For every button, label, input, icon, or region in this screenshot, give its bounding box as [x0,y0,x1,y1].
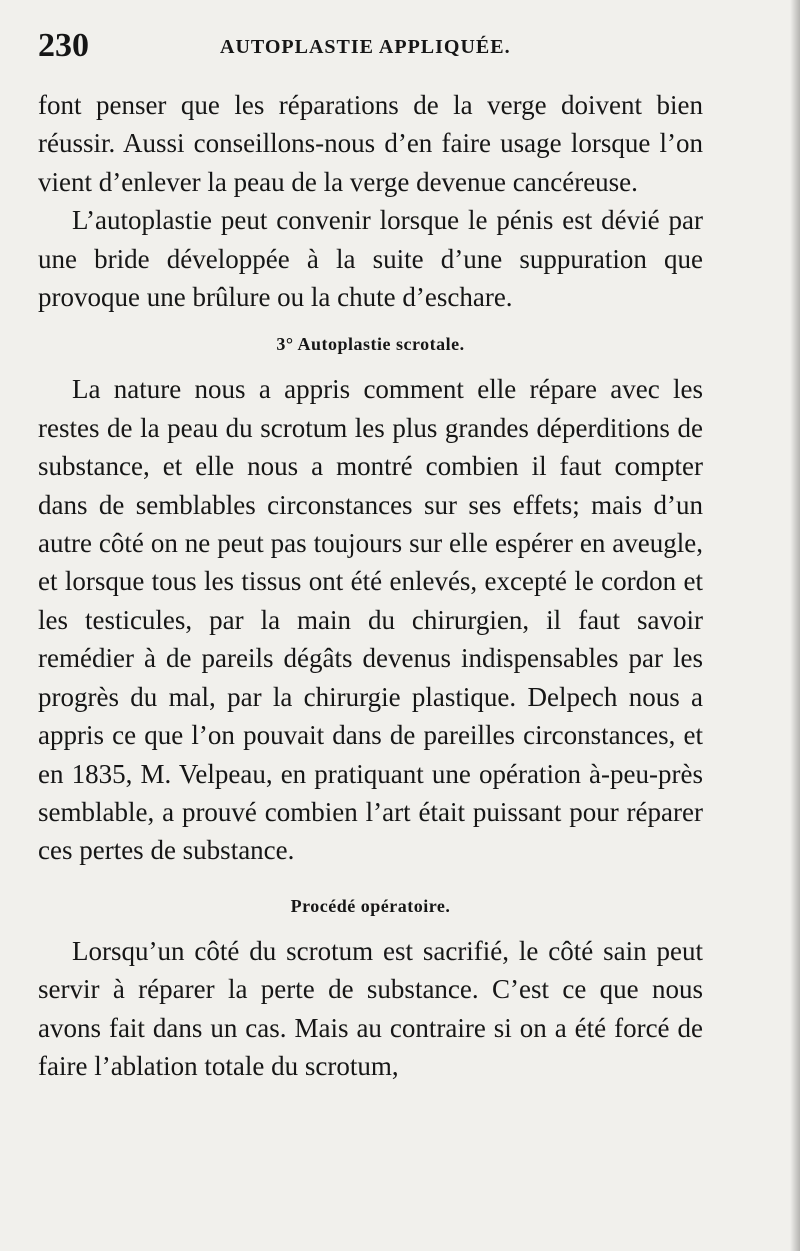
paragraph-4: Lorsqu’un côté du scrotum est sacrifié, le côté sain peut servir à réparer la perte de substance. C’est ce que nous avons fait dans un cas. Mais au contraire si on a été forcé de faire l’ablation totale du scrotum, [38,935,703,1081]
section-heading-scrotal-autoplasty: 3° Autoplastie scrotale. [276,334,465,355]
running-title: AUTOPLASTIE APPLIQUÉE. [220,36,511,58]
paragraph-2: L’autoplastie peut convenir lorsque le pénis est dévié par une bride développée à la suite d’une suppuration que provoque une brûlure ou la chute d’eschare. [38,205,703,313]
page-body [38,86,703,1085]
page-number: 230 [38,27,89,64]
section-heading-operative-procedure: Procédé opératoire. [290,895,451,916]
paragraph-1: font penser que les réparations de la verge doivent bien réussir. Aussi conseillons-nous d’en faire usage lorsque l’on vient d’enlever la peau de la verge devenue cancéreuse. [38,90,703,197]
page-edge-shadow [790,0,800,1251]
page-header [38,26,768,66]
paragraph-3: La nature nous a appris comment elle répare avec les restes de la peau du scrotum les plus grandes déperditions de substance, et elle nous a montré combien il faut compter dans de semblables circonstances sur ses effets; mais d’un autre côté on ne peut pas toujours sur elle espérer en aveugle, et lorsque tous les tissus ont été enlevés, excepté le cordon et les testicules, par la main du chirurgien, il faut savoir remédier à de pareils dégâts devenus indispensables par les progrès du mal, par la chirurgie plastique. Delpech nous a appris ce que l’on pouvait dans de pareilles circonstances, et en 1835, M. Velpeau, en pratiquant une opération à-peu-près semblable, a prouvé combien l’art était puissant pour réparer ces pertes de substance. [38,374,703,866]
